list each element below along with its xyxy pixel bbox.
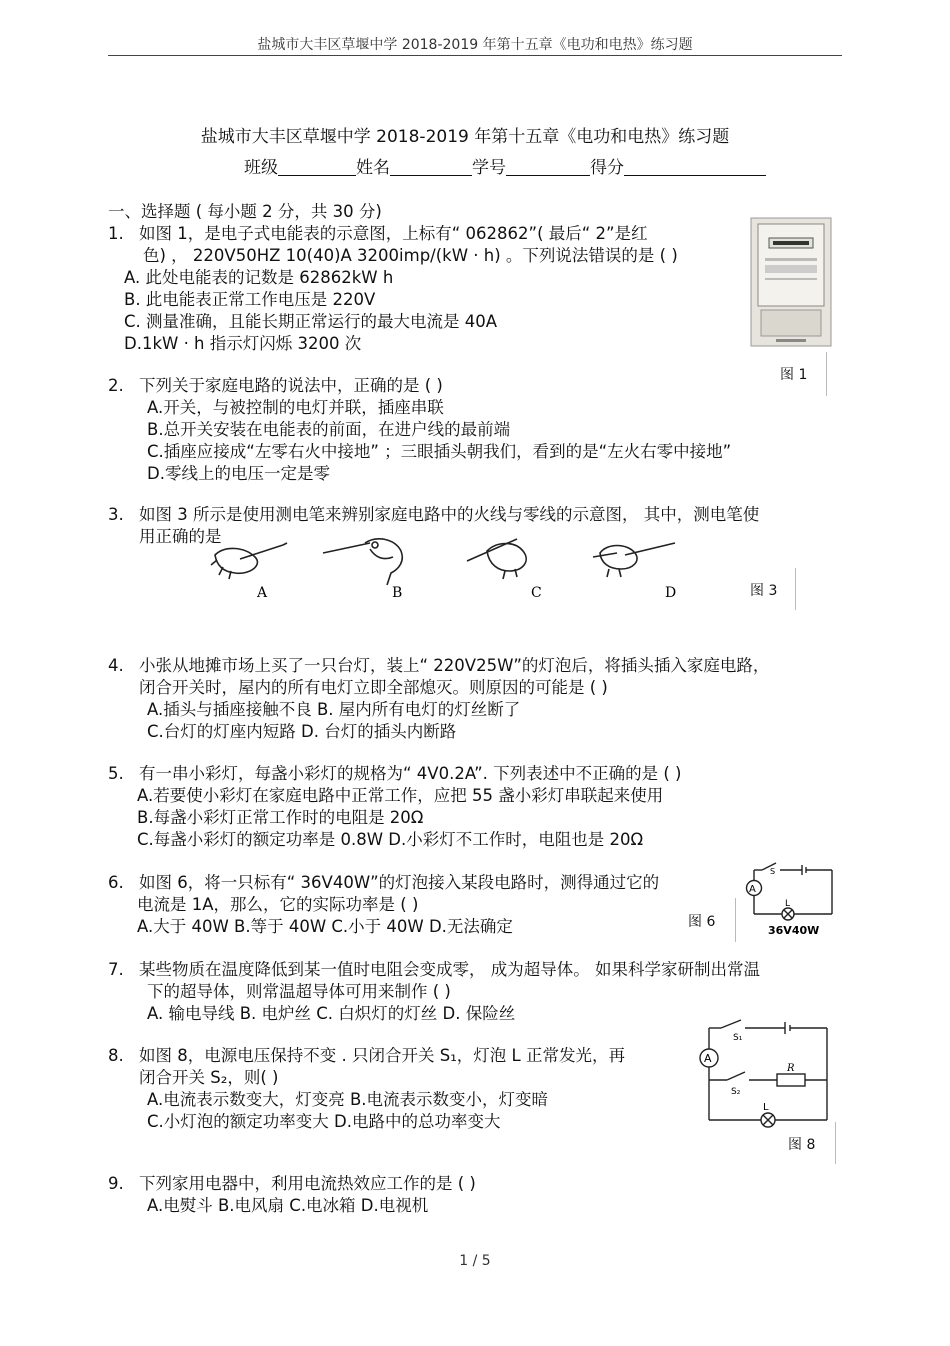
question-stem: 如图 6，将一只标有“ 36V40W”的灯泡接入某段电路时，测得通过它的 bbox=[139, 873, 660, 892]
question-6 bbox=[108, 869, 659, 893]
figure-3-label: 图 3 bbox=[750, 583, 778, 599]
question-number: 6. bbox=[108, 873, 124, 892]
class-blank[interactable] bbox=[278, 159, 356, 176]
question-number: 8. bbox=[108, 1046, 124, 1065]
question-number: 5. bbox=[108, 764, 124, 783]
question-stem: 小张从地摊市场上买了一只台灯，装上“ 220V25W”的灯泡后，将插头插入家庭电路， bbox=[139, 656, 770, 675]
page-number: 1 / 5 bbox=[459, 1253, 491, 1269]
option-d: D.1kW · h 指示灯闪烁 3200 次 bbox=[124, 334, 362, 353]
score-blank[interactable] bbox=[624, 159, 766, 176]
question-stem: 下列关于家庭电路的说法中，正确的是 ( ) bbox=[139, 376, 443, 395]
question-7 bbox=[108, 956, 760, 980]
option-c: C.插座应接成“左零右火中接地” ；三眼插头朝我们，看到的是“左火右零中接地” bbox=[147, 442, 732, 461]
question-3 bbox=[108, 501, 759, 525]
id-label: 学号 bbox=[472, 158, 506, 178]
hand-d bbox=[593, 543, 675, 577]
question-8 bbox=[108, 1042, 625, 1066]
question-1 bbox=[108, 220, 648, 244]
figure-8-divider bbox=[835, 1122, 836, 1164]
question-stem-cont: 电流是 1A，那么，它的实际功率是 ( ) bbox=[137, 895, 419, 914]
figure-8-label: 图 8 bbox=[788, 1137, 816, 1153]
section-heading: 一、选择题 ( 每小题 2 分，共 30 分) bbox=[108, 202, 382, 221]
circuit-figure-8 bbox=[697, 1018, 835, 1130]
question-stem: 如图 1，是电子式电能表的示意图，上标有“ 062862”( 最后“ 2”是红 bbox=[139, 224, 648, 243]
option-c: C. 测量准确，且能长期正常运行的最大电流是 40A bbox=[124, 312, 498, 331]
option-a: A.开关，与被控制的电灯并联，插座串联 bbox=[147, 398, 444, 417]
question-stem: 某些物质在温度降低到某一值时电阻会变成零， 成为超导体。 如果科学家研制出常温 bbox=[139, 960, 760, 979]
option-cd: C.台灯的灯座内短路 D. 台灯的插头内断路 bbox=[147, 722, 457, 741]
question-2 bbox=[108, 372, 443, 396]
question-stem: 下列家用电器中，利用电流热效应工作的是 ( ) bbox=[139, 1174, 476, 1193]
question-number: 2. bbox=[108, 376, 124, 395]
question-stem: 如图 8，电源电压保持不变 . 只闭合开关 S₁，灯泡 L 正常发光，再 bbox=[139, 1046, 625, 1065]
hand-a bbox=[211, 543, 287, 579]
option-b: B.总开关安装在电能表的前面，在进户线的最前端 bbox=[147, 420, 511, 439]
resistor-label: R bbox=[787, 1063, 795, 1074]
question-number: 4. bbox=[108, 656, 124, 675]
option-a: A.若要使小彩灯在家庭电路中正常工作，应把 55 盏小彩灯串联起来使用 bbox=[137, 786, 664, 805]
options: A.电熨斗 B.电风扇 C.电冰箱 D.电视机 bbox=[147, 1196, 429, 1215]
figure-6-divider bbox=[735, 898, 736, 942]
option-a: A. 此处电能表的记数是 62862kW h bbox=[124, 268, 394, 287]
meter-label-strip bbox=[765, 258, 817, 261]
question-stem-cont: 用正确的是 bbox=[139, 527, 222, 546]
question-number: 7. bbox=[108, 960, 124, 979]
question-number: 3. bbox=[108, 505, 124, 524]
id-blank[interactable] bbox=[506, 159, 590, 176]
ammeter-label: A bbox=[749, 884, 756, 895]
name-blank[interactable] bbox=[390, 159, 472, 176]
hand-c-label: C bbox=[531, 585, 542, 601]
hand-a-label: A bbox=[257, 585, 268, 601]
student-info-line bbox=[0, 153, 950, 178]
ammeter-label: A bbox=[704, 1052, 712, 1065]
switch-2-label: S₂ bbox=[731, 1087, 741, 1097]
question-number: 9. bbox=[108, 1174, 124, 1193]
option-b: B. 此电能表正常工作电压是 220V bbox=[124, 290, 376, 309]
option-cd: C.每盏小彩灯的额定功率是 0.8W D.小彩灯不工作时，电阻也是 20Ω bbox=[137, 830, 644, 849]
meter-label-strip bbox=[765, 278, 817, 280]
circuit-figure-6 bbox=[740, 860, 840, 940]
electricity-meter-figure bbox=[751, 218, 831, 346]
header-rule bbox=[108, 55, 842, 56]
hand-d-label: D bbox=[665, 585, 677, 601]
exam-title: 盐城市大丰区草堰中学 2018-2019 年第十五章《电功和电热》练习题 bbox=[200, 127, 730, 147]
hand-b bbox=[323, 539, 402, 585]
switch-label: S bbox=[770, 867, 776, 876]
option-b: B.每盏小彩灯正常工作时的电阻是 20Ω bbox=[137, 808, 424, 827]
figure-1-label: 图 1 bbox=[780, 367, 808, 383]
question-9 bbox=[108, 1170, 476, 1194]
figure-1-divider bbox=[826, 352, 827, 396]
question-stem-cont: 色) ， 220V50HZ 10(40)A 3200imp/(kW · h) 。下列说法错误的是 ( ) bbox=[143, 246, 678, 265]
option-d: D.零线上的电压一定是零 bbox=[147, 464, 330, 483]
name-label: 姓名 bbox=[356, 158, 390, 178]
question-number: 1. bbox=[108, 224, 124, 243]
question-5 bbox=[108, 760, 681, 784]
option-cd: C.小灯泡的额定功率变大 D.电路中的总功率变大 bbox=[147, 1112, 501, 1131]
lamp-rating: 36V40W bbox=[768, 924, 820, 937]
class-label: 班级 bbox=[244, 158, 278, 178]
option-ab: A.电流表示数变大，灯变亮 B.电流表示数变小，灯变暗 bbox=[147, 1090, 549, 1109]
meter-terminal-cover bbox=[761, 310, 821, 336]
question-stem: 如图 3 所示是使用测电笔来辨别家庭电路中的火线与零线的示意图， 其中，测电笔使 bbox=[139, 505, 760, 524]
hand-b-label: B bbox=[392, 585, 403, 601]
hand-c bbox=[467, 539, 526, 579]
meter-caption bbox=[776, 339, 806, 342]
question-stem-cont: 下的超导体，则常温超导体可用来制作 ( ) bbox=[147, 982, 451, 1001]
switch-1-label: S₁ bbox=[733, 1033, 743, 1043]
question-stem-cont: 闭合开关时，屋内的所有电灯立即全部熄灭。则原因的可能是 ( ) bbox=[139, 678, 608, 697]
test-pen-figure bbox=[205, 535, 685, 605]
question-stem-cont: 闭合开关 S₂，则( ) bbox=[139, 1068, 279, 1087]
score-label: 得分 bbox=[590, 158, 624, 178]
lamp-label: L bbox=[785, 899, 791, 909]
meter-nameplate bbox=[765, 265, 817, 273]
meter-digits bbox=[773, 241, 809, 245]
lamp-label: L bbox=[763, 1102, 769, 1113]
figure-3-divider bbox=[795, 568, 796, 610]
option-ab: A.插头与插座接触不良 B. 屋内所有电灯的灯丝断了 bbox=[147, 700, 521, 719]
question-4 bbox=[108, 652, 769, 676]
options: A.大于 40W B.等于 40W C.小于 40W D.无法确定 bbox=[137, 917, 513, 936]
running-header: 盐城市大丰区草堰中学 2018-2019 年第十五章《电功和电热》练习题 bbox=[257, 37, 693, 53]
figure-6-label: 图 6 bbox=[688, 914, 716, 930]
options: A. 输电导线 B. 电炉丝 C. 白炽灯的灯丝 D. 保险丝 bbox=[147, 1004, 516, 1023]
question-stem: 有一串小彩灯，每盏小彩灯的规格为“ 4V0.2A”. 下列表述中不正确的是 ( ) bbox=[139, 764, 682, 783]
